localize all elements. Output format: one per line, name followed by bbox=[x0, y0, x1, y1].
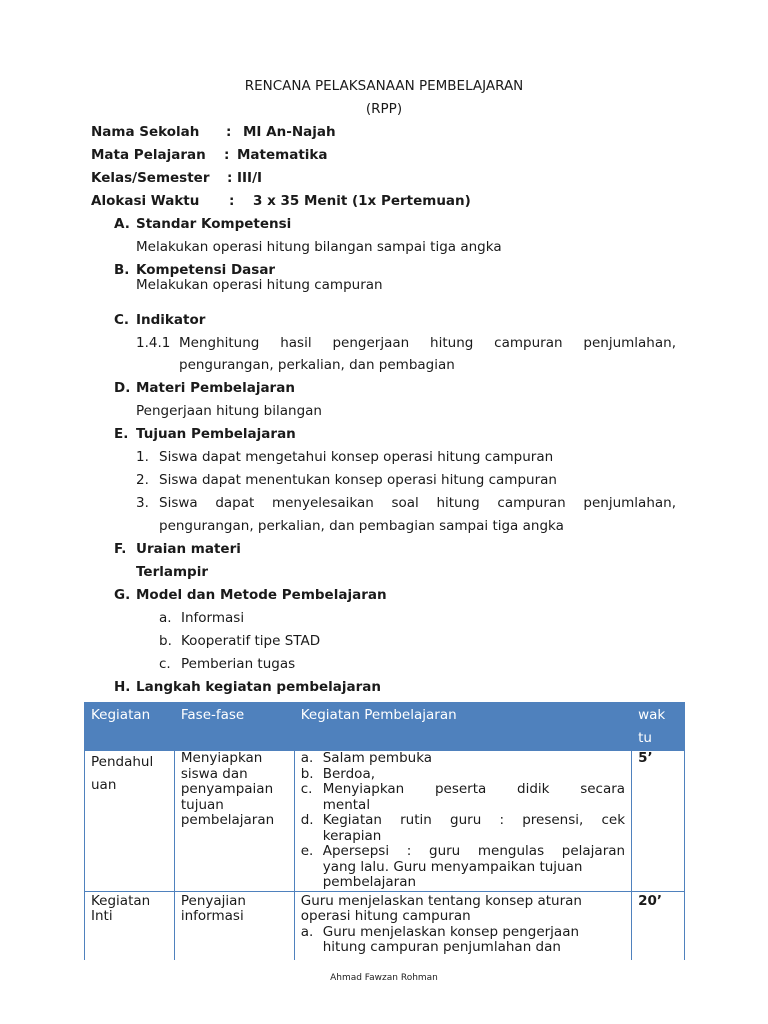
section-f-text: Terlampir bbox=[136, 564, 208, 580]
section-c-item-line1: Menghitung hasil pengerjaan hitung campuran penjumlahan, bbox=[179, 335, 676, 351]
list-item-marker: c. bbox=[300, 781, 313, 797]
row1-waktu: 5’ bbox=[632, 751, 685, 892]
list-item bbox=[301, 813, 625, 844]
list-item-marker: d. bbox=[300, 812, 314, 828]
section-b-heading: Kompetensi Dasar bbox=[136, 262, 276, 278]
page-footer-author: Ahmad Fawzan Rohman bbox=[330, 973, 438, 983]
row2-intro-line1: Guru menjelaskan tentang konsep aturan bbox=[300, 892, 582, 909]
word: secara bbox=[580, 781, 626, 797]
list-item bbox=[301, 751, 625, 767]
word: Menyiapkan bbox=[322, 781, 405, 797]
row2-intro-line2: operasi hitung campuran bbox=[300, 908, 471, 924]
activity-table bbox=[84, 702, 685, 960]
list-item bbox=[301, 767, 625, 783]
list-item-marker: b. bbox=[300, 765, 314, 782]
section-f-marker: F. bbox=[114, 541, 127, 557]
section-e-heading: Tujuan Pembelajaran bbox=[136, 426, 296, 442]
section-f-heading: Uraian materi bbox=[136, 541, 241, 557]
info-label-school: Nama Sekolah bbox=[91, 124, 200, 140]
word: Apersepsi bbox=[322, 843, 390, 859]
word: presensi, bbox=[522, 812, 584, 828]
list-item-text: Guru menjelaskan konsep pengerjaan bbox=[322, 923, 580, 940]
section-g-heading: Model dan Metode Pembelajaran bbox=[136, 587, 387, 603]
row1-fase-line: penyampaian bbox=[180, 781, 274, 797]
header-waktu-part2: tu bbox=[638, 730, 652, 746]
section-e-marker: E. bbox=[114, 426, 129, 442]
info-sep-time: : bbox=[229, 193, 235, 209]
row1-fase-line: tujuan bbox=[180, 796, 224, 813]
list-item-marker: e. bbox=[300, 843, 314, 859]
list-item-marker: a. bbox=[300, 750, 314, 766]
info-sep-class: : bbox=[227, 170, 233, 186]
info-label-subject: Mata Pelajaran bbox=[91, 147, 206, 163]
header-pembelajaran: Kegiatan Pembelajaran bbox=[294, 702, 631, 751]
row2-kegiatan-part1: Kegiatan bbox=[91, 892, 151, 909]
row1-fase-line: pembelajaran bbox=[180, 812, 275, 828]
list-item bbox=[301, 925, 625, 956]
info-sep-school: : bbox=[226, 124, 232, 140]
row1-kegiatan-part2: uan bbox=[91, 777, 117, 793]
section-h-heading: Langkah kegiatan pembelajaran bbox=[136, 679, 381, 695]
row1-pembelajaran bbox=[294, 751, 631, 892]
list-item-justified-line bbox=[323, 782, 625, 798]
word: guru bbox=[429, 843, 461, 859]
list-item-text: yang lalu. Guru menyampaikan tujuan bbox=[322, 858, 583, 875]
list-item-justified-line bbox=[323, 813, 625, 829]
row1-kegiatan bbox=[85, 751, 175, 892]
row1-fase-line: Menyiapkan bbox=[180, 750, 263, 766]
document-title: RENCANA PELAKSANAAN PEMBELAJARAN bbox=[244, 78, 524, 94]
list-item-text: Berdoa, bbox=[322, 765, 376, 782]
section-e-item-1-number: 1. bbox=[136, 449, 149, 465]
section-g-item-3-letter: c. bbox=[159, 656, 171, 672]
word: : bbox=[499, 812, 505, 828]
list-item-text: Salam pembuka bbox=[322, 750, 433, 766]
header-waktu bbox=[632, 702, 685, 751]
word: : bbox=[406, 843, 412, 859]
info-value-class: III/I bbox=[237, 170, 263, 186]
list-item-marker: a. bbox=[300, 923, 314, 940]
row2-pembelajaran bbox=[294, 891, 631, 960]
row2-kegiatan-part2: Inti bbox=[91, 908, 113, 924]
info-value-school: MI An-Najah bbox=[243, 124, 336, 140]
header-kegiatan: Kegiatan bbox=[85, 702, 175, 751]
word: mengulas bbox=[477, 843, 545, 859]
section-a-marker: A. bbox=[114, 216, 130, 232]
info-label-class: Kelas/Semester bbox=[91, 170, 210, 186]
word: pelajaran bbox=[561, 843, 626, 859]
section-e-item-3-text: Siswa dapat menyelesaikan soal hitung campuran penjumlahan, bbox=[159, 495, 676, 511]
word: guru bbox=[450, 812, 482, 828]
section-b-marker: B. bbox=[114, 262, 130, 278]
row2-kegiatan bbox=[85, 891, 175, 960]
word: Kegiatan bbox=[322, 812, 382, 828]
section-d-marker: D. bbox=[114, 380, 131, 396]
section-h-marker: H. bbox=[114, 679, 131, 695]
table-header-row bbox=[85, 702, 685, 751]
row2-fase-part1: Penyajian bbox=[180, 892, 246, 909]
list-item-text: mental bbox=[322, 796, 371, 813]
word: cek bbox=[601, 812, 626, 828]
header-fase: Fase-fase bbox=[174, 702, 294, 751]
row1-activity-list bbox=[301, 751, 625, 891]
row1-fase bbox=[174, 751, 294, 892]
row2-fase bbox=[174, 891, 294, 960]
section-g-marker: G. bbox=[114, 587, 131, 603]
table-row bbox=[85, 891, 685, 960]
section-c-item-number: 1.4.1 bbox=[136, 335, 171, 351]
row2-activity-list bbox=[301, 925, 625, 956]
info-value-time: 3 x 35 Menit (1x Pertemuan) bbox=[253, 193, 471, 209]
row1-kegiatan-part1: Pendahul bbox=[91, 754, 154, 770]
section-e-item-1-text: Siswa dapat mengetahui konsep operasi hitung campuran bbox=[159, 449, 554, 465]
list-item bbox=[301, 782, 625, 813]
section-g-item-2-text: Kooperatif tipe STAD bbox=[181, 633, 321, 649]
document-subtitle: (RPP) bbox=[365, 101, 403, 117]
section-a-text: Melakukan operasi hitung bilangan sampai tiga angka bbox=[136, 239, 502, 255]
section-d-heading: Materi Pembelajaran bbox=[136, 380, 295, 396]
section-e-item-3-line2: pengurangan, perkalian, dan pembagian sampai tiga angka bbox=[159, 518, 564, 534]
section-e-item-2-number: 2. bbox=[136, 472, 149, 488]
info-sep-subject: : bbox=[224, 147, 230, 163]
section-e-item-3-number: 3. bbox=[136, 495, 149, 511]
list-item-text: kerapian bbox=[322, 827, 382, 844]
list-item-justified-line bbox=[323, 844, 625, 860]
section-d-text: Pengerjaan hitung bilangan bbox=[136, 403, 322, 419]
list-item-text: hitung campuran penjumlahan dan bbox=[322, 939, 561, 955]
section-a-heading: Standar Kompetensi bbox=[136, 216, 292, 232]
section-b-text: Melakukan operasi hitung campuran bbox=[136, 277, 383, 293]
header-waktu-part1: wak bbox=[638, 707, 666, 723]
word: peserta bbox=[434, 781, 487, 797]
row2-fase-part2: informasi bbox=[180, 908, 244, 924]
section-g-item-1-letter: a. bbox=[159, 610, 172, 626]
section-c-item-line2: pengurangan, perkalian, dan pembagian bbox=[179, 357, 455, 373]
info-label-time: Alokasi Waktu bbox=[91, 193, 200, 209]
row1-fase-line: siswa dan bbox=[180, 765, 248, 782]
section-g-item-2-letter: b. bbox=[159, 633, 172, 649]
section-g-item-3-text: Pemberian tugas bbox=[181, 656, 296, 672]
word: rutin bbox=[400, 812, 432, 828]
word: didik bbox=[517, 781, 550, 797]
section-g-item-1-text: Informasi bbox=[181, 610, 245, 626]
table-row bbox=[85, 751, 685, 892]
row2-waktu: 20’ bbox=[632, 891, 685, 960]
list-item bbox=[301, 844, 625, 891]
info-value-subject: Matematika bbox=[237, 147, 328, 163]
section-e-item-2-text: Siswa dapat menentukan konsep operasi hitung campuran bbox=[159, 472, 557, 488]
list-item-text: pembelajaran bbox=[322, 874, 417, 890]
section-c-heading: Indikator bbox=[136, 312, 206, 328]
section-c-marker: C. bbox=[114, 312, 130, 328]
